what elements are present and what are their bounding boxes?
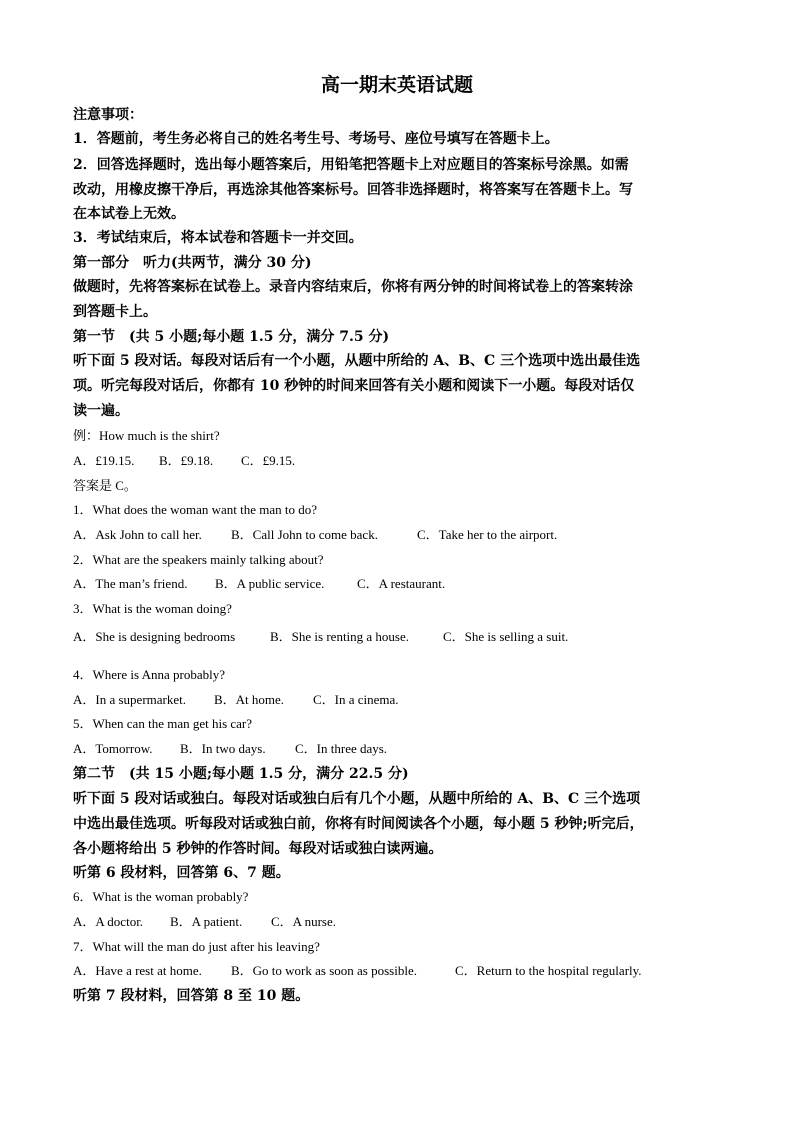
example-options — [73, 453, 723, 469]
notice-item: 3．考试结束后，将本试卷和答题卡一并交回。 — [73, 230, 363, 246]
option-c: C．In three days. — [295, 741, 388, 756]
part1-intro: 做题时，先将答案标在试卷上。录音内容结束后，你将有两分钟的时间将试卷上的答案转涂 — [73, 279, 633, 295]
section1-intro: 读一遍。 — [73, 403, 129, 419]
question-1: 1．What does the woman want the man to do? — [73, 502, 318, 517]
option-c: C．A restaurant. — [357, 576, 446, 591]
section2-heading: 第二节 (共 15 小题;每小题 1.5 分，满分 22.5 分) — [73, 766, 409, 782]
question-3: 3．What is the woman doing? — [73, 601, 232, 616]
question-2-options — [73, 576, 723, 592]
question-6: 6．What is the woman probably? — [73, 889, 249, 904]
section2-intro: 中选出最佳选项。听每段对话或独白前，你将有时间阅读各个小题，每小题 5 秒钟;听完后， — [73, 816, 644, 832]
option-b: B．A public service. — [215, 576, 325, 591]
option-b: B．She is renting a house. — [270, 629, 410, 644]
option-c: C．Return to the hospital regularly. — [455, 963, 642, 978]
option-c: C．Take her to the airport. — [417, 527, 558, 542]
option-a: A．In a supermarket. — [73, 692, 186, 707]
question-4-options — [73, 692, 723, 708]
option-c: C．A nurse. — [271, 914, 337, 929]
material-6-heading: 听第 6 段材料，回答第 6、7 题。 — [73, 865, 290, 881]
option-b: B．£9.18. — [159, 453, 214, 468]
option-a: A．£19.15. — [73, 453, 135, 468]
option-a: A．The man’s friend. — [73, 576, 188, 591]
option-b: B．Go to work as soon as possible. — [231, 963, 417, 978]
option-c: C．She is selling a suit. — [443, 629, 569, 644]
question-5: 5．When can the man get his car? — [73, 716, 253, 731]
part1-intro: 到答题卡上。 — [73, 304, 157, 320]
question-4: 4．Where is Anna probably? — [73, 667, 225, 682]
notice-item: 改动，用橡皮擦干净后，再选涂其他答案标号。回答非选择题时，将答案写在答题卡上。写 — [73, 182, 633, 198]
notice-item: 2．回答选择题时，选出每小题答案后，用铅笔把答题卡上对应题目的答案标号涂黑。如需 — [73, 157, 629, 173]
section1-intro: 听下面 5 段对话。每段对话后有一个小题，从题中所给的 A、B、C 三个选项中选出最佳选 — [73, 353, 641, 369]
part1-heading: 第一部分 听力(共两节，满分 30 分) — [73, 255, 312, 271]
option-b: B．A patient. — [170, 914, 243, 929]
option-a: A．Have a rest at home. — [73, 963, 202, 978]
material-7-heading: 听第 7 段材料，回答第 8 至 10 题。 — [73, 988, 310, 1004]
option-b: B．At home. — [214, 692, 285, 707]
option-c: C．£9.15. — [241, 453, 296, 468]
question-5-options — [73, 741, 723, 757]
option-b: B．In two days. — [180, 741, 266, 756]
section2-intro: 听下面 5 段对话或独白。每段对话或独白后有几个小题，从题中所给的 A、B、C 三个选项 — [73, 791, 641, 807]
notice-item: 1．答题前，考生务必将自己的姓名考生号、考场号、座位号填写在答题卡上。 — [73, 131, 559, 147]
question-3-options — [73, 629, 723, 645]
question-2: 2．What are the speakers mainly talking about? — [73, 552, 324, 567]
example-question: 例：How much is the shirt? — [73, 428, 220, 443]
example-answer: 答案是 C。 — [73, 478, 137, 493]
notice-heading: 注意事项： — [73, 107, 143, 123]
option-a: A．Ask John to call her. — [73, 527, 202, 542]
section1-intro: 项。听完每段对话后，你都有 10 秒钟的时间来回答有关小题和阅读下一小题。每段对话仅 — [73, 378, 635, 394]
question-1-options — [73, 527, 723, 543]
question-7: 7．What will the man do just after his leaving? — [73, 939, 320, 954]
option-a: A．She is designing bedrooms — [73, 629, 236, 644]
notice-item: 在本试卷上无效。 — [73, 206, 185, 222]
option-b: B．Call John to come back. — [231, 527, 378, 542]
section1-heading: 第一节 (共 5 小题;每小题 1.5 分，满分 7.5 分) — [73, 329, 390, 345]
option-a: A．Tomorrow. — [73, 741, 153, 756]
option-c: C．In a cinema. — [313, 692, 399, 707]
question-6-options — [73, 914, 723, 930]
section2-intro: 各小题将给出 5 秒钟的作答时间。每段对话或独白读两遍。 — [73, 841, 443, 857]
option-a: A．A doctor. — [73, 914, 144, 929]
question-7-options — [73, 963, 723, 979]
page-title: 高一期末英语试题 — [320, 74, 473, 96]
